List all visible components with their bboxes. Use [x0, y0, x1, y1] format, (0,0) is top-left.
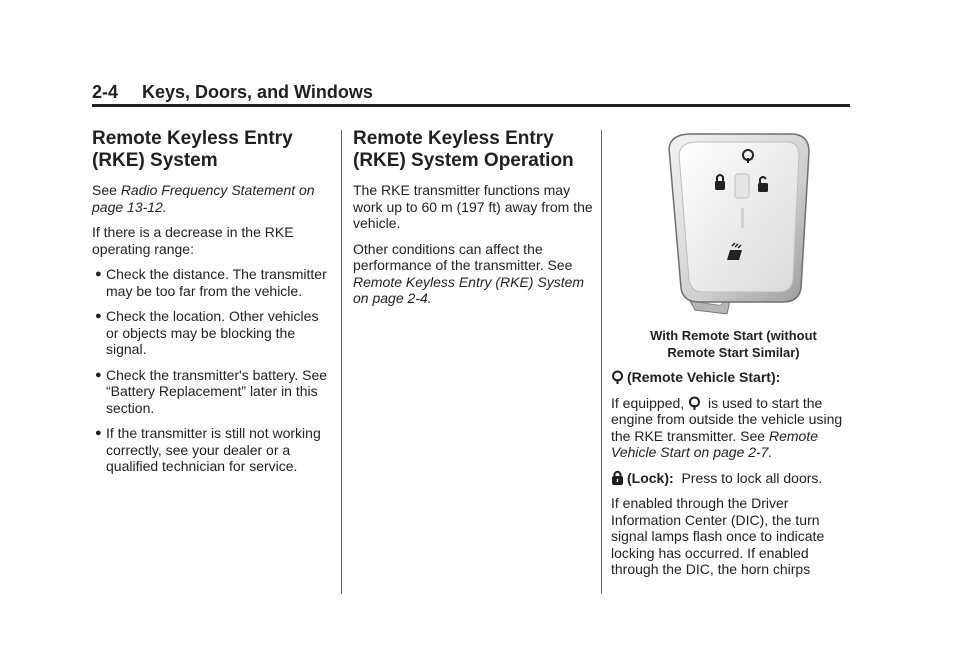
lock-term: (Lock):: [627, 469, 674, 486]
caption-line: With Remote Start (without: [650, 328, 817, 343]
heading-rke-operation: Remote Keyless Entry (RKE) System Operation: [353, 128, 574, 171]
lock-icon: [611, 470, 624, 485]
link-radio-frequency-statement[interactable]: Radio Frequency Statement on page 13-12.: [92, 182, 315, 215]
remote-start-icon: [688, 396, 701, 410]
list-item: [92, 425, 332, 475]
bullet-icon: ●: [95, 427, 102, 439]
column-rke-operation: [353, 128, 593, 316]
bullet-icon: ●: [95, 310, 102, 322]
bullet-text: Check the location. Other vehicles or objects may be blocking the signal.: [106, 308, 319, 357]
remote-start-term-line: [611, 369, 856, 386]
list-item: [92, 266, 332, 299]
lock-paragraph: If enabled through the Driver Information Center (DIC), the turn signal lamps flash once to indicate locking has occurred. If enabled through the DIC, the horn chirps: [611, 495, 825, 577]
lock-text: Press to lock all doors.: [681, 469, 823, 486]
bullet-icon: ●: [95, 268, 102, 280]
section-title: Keys, Doors, and Windows: [142, 82, 373, 102]
header-rule: [92, 104, 850, 107]
key-fob-image: [611, 128, 856, 324]
bullet-text: Check the transmitter's battery. See “Battery Replacement” later in this section.: [106, 366, 328, 416]
link-rke-system[interactable]: Remote Keyless Entry (RKE) System on page 2-4.: [353, 273, 585, 306]
bullet-text: If the transmitter is still not working correctly, see your dealer or a qualified technician for service.: [106, 425, 321, 474]
lock-term-line: [611, 470, 856, 487]
conditions-text: Other conditions can affect the performance of the transmitter. See: [353, 240, 573, 273]
figure-caption: [611, 328, 856, 361]
column-divider: [341, 130, 342, 594]
remote-start-text: If equipped,: [611, 394, 689, 411]
link-remote-vehicle-start[interactable]: Remote Vehicle Start on page 2-7.: [611, 427, 818, 460]
key-fob-illustration: [611, 128, 856, 324]
page-number: 2-4: [92, 82, 119, 102]
bullet-text: Check the distance. The transmitter may be too far from the vehicle.: [106, 266, 327, 299]
list-item: [92, 308, 332, 358]
remote-start-paragraph: [611, 395, 856, 461]
column-transmitter: [611, 128, 856, 587]
see-prefix: See: [92, 182, 121, 198]
column-divider: [601, 130, 602, 594]
page-header: [92, 82, 373, 103]
remote-start-text: is used to start the engine from outside the vehicle using the RKE transmitter. See: [611, 394, 843, 444]
remote-start-icon: [611, 370, 624, 384]
list-item: [92, 367, 332, 417]
range-paragraph: The RKE transmitter functions may work up to 60 m (197 ft) away from the vehicle.: [353, 182, 593, 231]
bullet-icon: ●: [95, 368, 102, 381]
column-rke-system: [92, 128, 332, 484]
remote-start-term: (Remote Vehicle Start):: [627, 369, 781, 385]
range-intro: If there is a decrease in the RKE operating range:: [92, 224, 294, 257]
caption-line: Remote Start Similar): [667, 344, 800, 360]
range-bullet-list: [92, 266, 332, 475]
heading-rke-system: Remote Keyless Entry (RKE) System: [92, 128, 293, 171]
see-reference-paragraph: [92, 182, 332, 215]
conditions-paragraph: [353, 241, 593, 307]
